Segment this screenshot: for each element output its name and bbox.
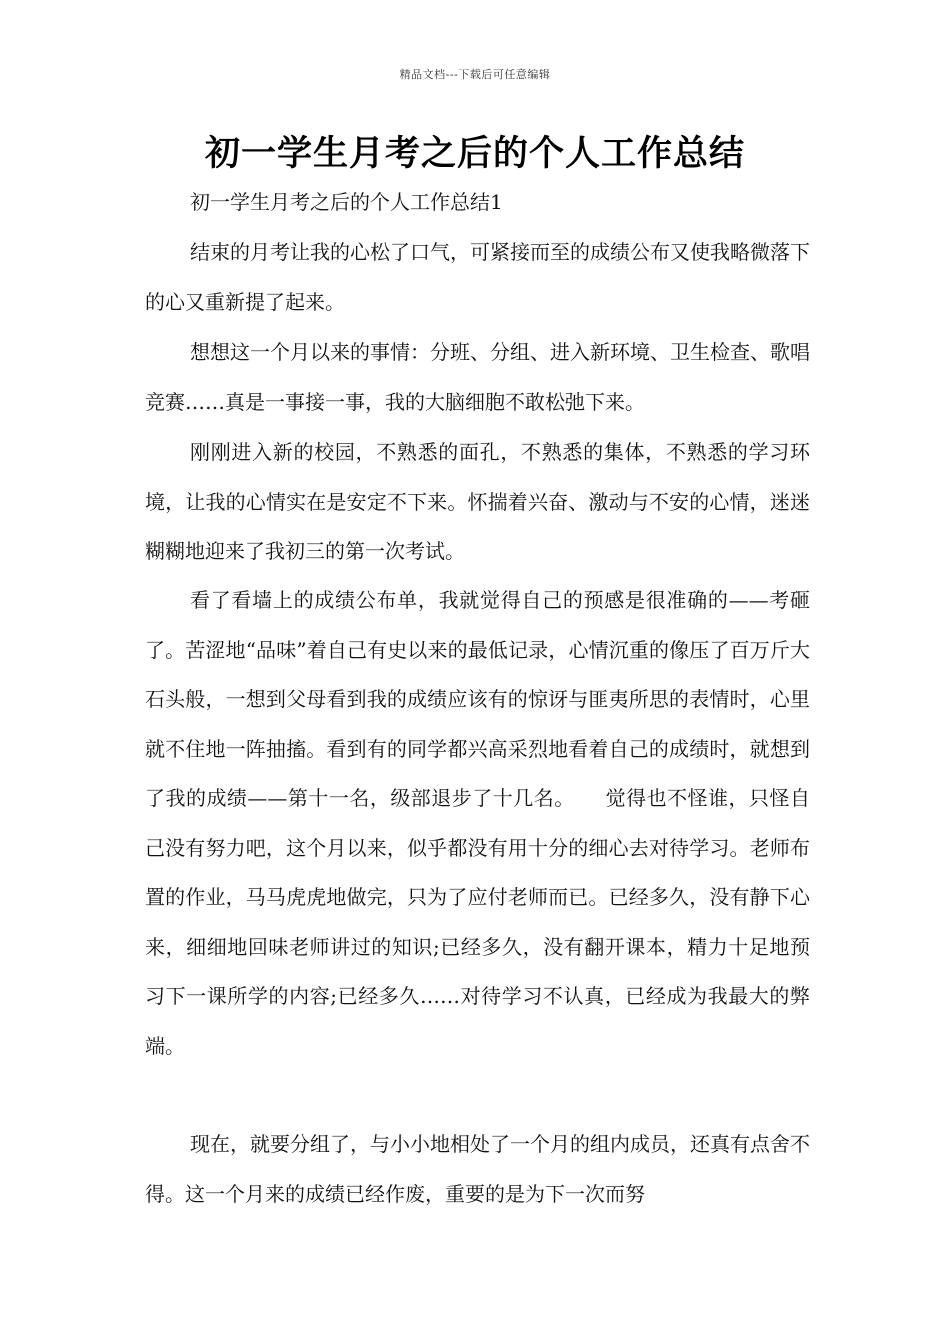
document-title: 初一学生月考之后的个人工作总结 xyxy=(204,133,745,174)
paragraph-text: 想想这一个月以来的事情：分班、分组、进入新环境、卫生检查、歌唱竞赛……真是一事接一事，我的大脑细胞不敢松弛下来。 xyxy=(145,340,810,414)
body-paragraph-1 xyxy=(145,228,810,327)
body-paragraph-2 xyxy=(145,328,810,427)
body-paragraph-4 xyxy=(145,576,810,1071)
paragraph-text: 现在，就要分组了，与小小地相处了一个月的组内成员，还真有点舍不得。这一个月来的成绩已经作废，重要的是为下一次而努 xyxy=(145,1132,810,1206)
header-note: 精品文档---下载后可任意编辑 xyxy=(399,68,551,81)
body-paragraph-5 xyxy=(145,1120,810,1219)
paragraph-text: 结束的月考让我的心松了口气，可紧接而至的成绩公布又使我略微落下的心又重新提了起来。 xyxy=(145,240,810,314)
body-paragraph-3 xyxy=(145,428,810,577)
section-subtitle: 初一学生月考之后的个人工作总结1 xyxy=(190,190,503,214)
paragraph-text: 看了看墙上的成绩公布单，我就觉得自己的预感是很准确的——考砸了。苦涩地“品味”着自己有史以来的最低记录，心情沉重的像压了百万斤大石头般，一想到父母看到我的成绩应该有的惊讶与匪夷所思的表情时，心里就不住地一阵抽搐。看到有的同学都兴高采烈地看着自己的成绩时，就想到了我的成绩——第十一名，级部退步了十几名。 觉得也不怪谁，只怪自己没有努力吧，这个月以来，似乎都没有用十分的细心去对待学习。老师布置的作业，马马虎虎地做完，只为了应付老师而已。已经多久，没有静下心来，细细地回味老师讲过的知识;已经多久，没有翻开课本，精力十足地预习下一课所学的内容;已经多久……对待学习不认真，已经成为我最大的弊端。 xyxy=(145,588,810,1058)
paragraph-text: 刚刚进入新的校园，不熟悉的面孔，不熟悉的集体，不熟悉的学习环境，让我的心情实在是安定不下来。怀揣着兴奋、激动与不安的心情，迷迷糊糊地迎来了我初三的第一次考试。 xyxy=(145,440,810,563)
